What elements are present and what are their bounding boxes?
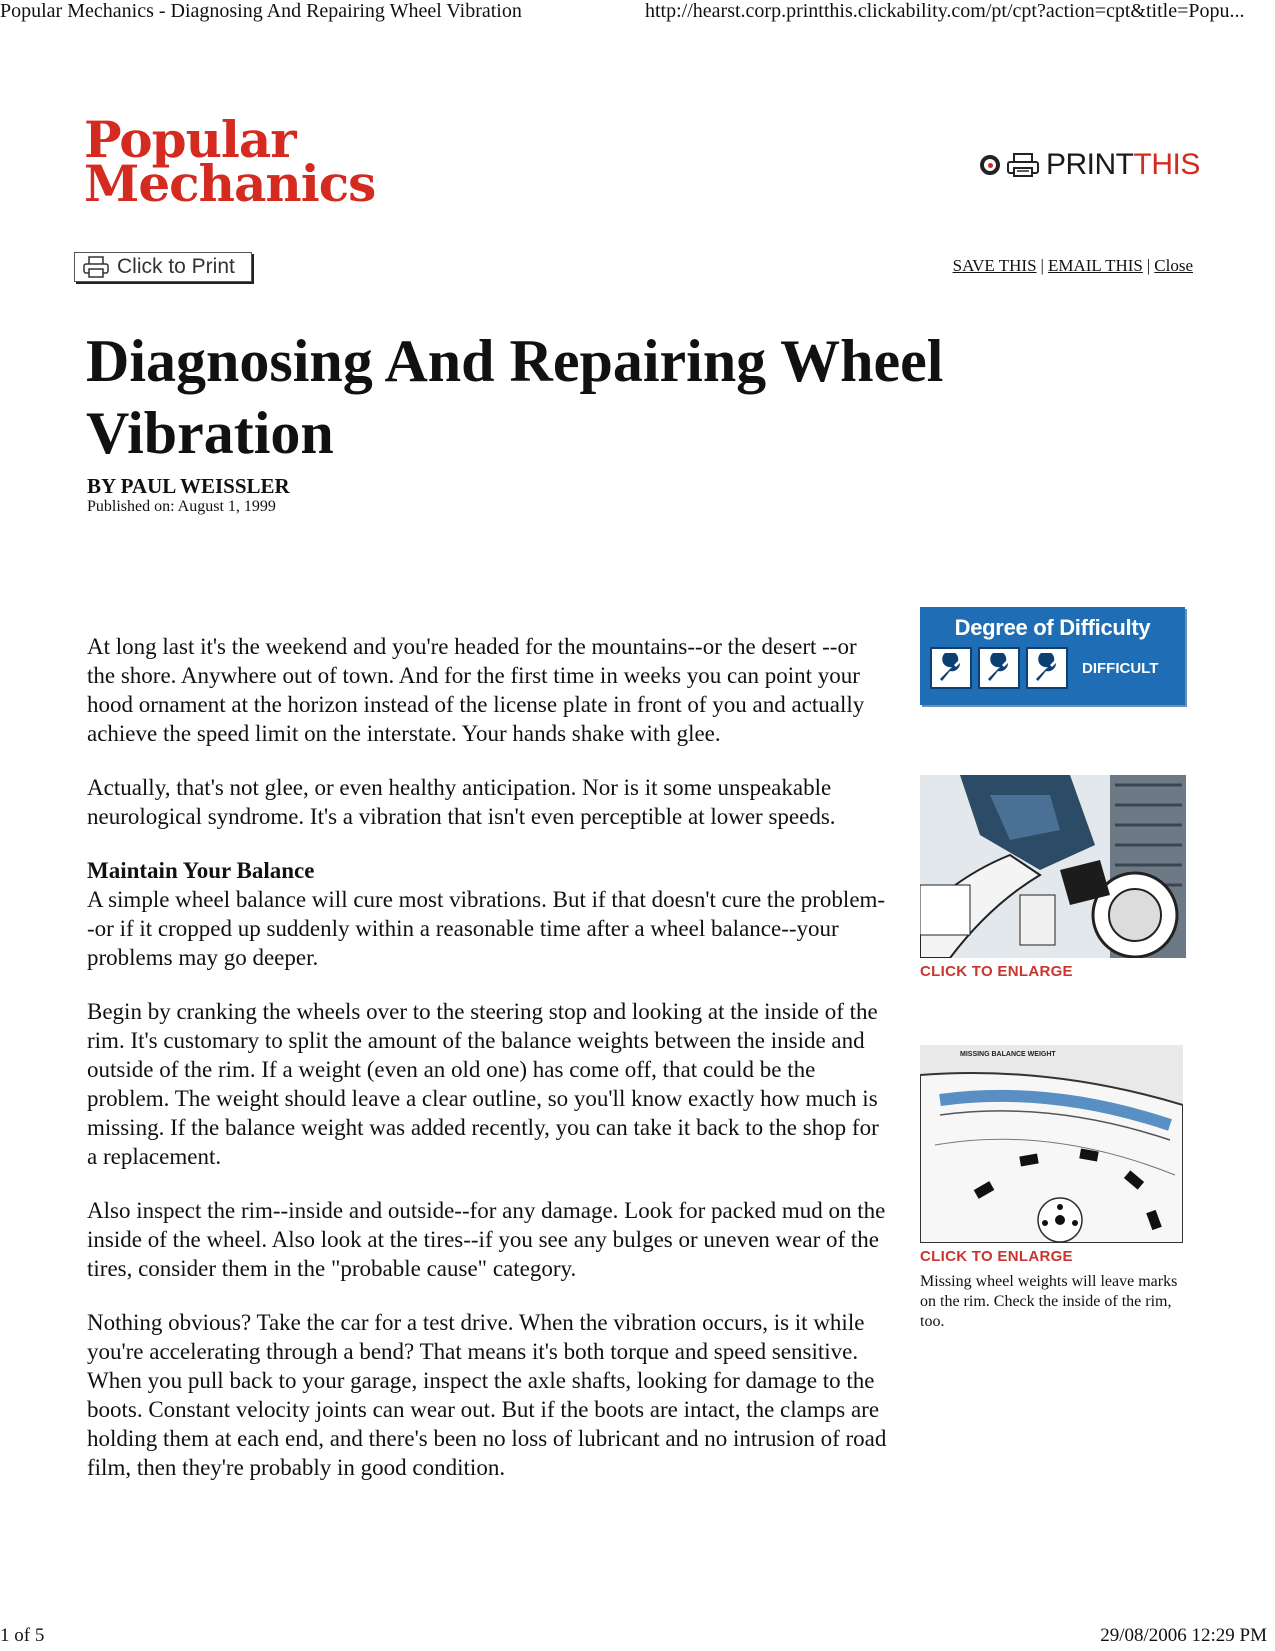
- click-to-enlarge-link[interactable]: CLICK TO ENLARGE: [920, 963, 1073, 980]
- wrench-icon: [978, 647, 1020, 689]
- logo-line-1: Popular: [84, 110, 296, 169]
- close-link[interactable]: Close: [1154, 256, 1193, 275]
- printer-icon: [83, 256, 109, 278]
- wheel-rim-illustration[interactable]: [920, 1045, 1183, 1243]
- article-body: [87, 632, 887, 1507]
- publish-date: Published on: August 1, 1999: [87, 498, 276, 515]
- difficulty-level: DIFFICULT: [1082, 659, 1159, 677]
- article-actions: [953, 256, 1193, 276]
- image-caption: Missing wheel weights will leave marks on the rim. Check the inside of the rim, too.: [920, 1273, 1178, 1330]
- article-byline: BY PAUL WEISSLER: [87, 474, 290, 498]
- difficulty-title: Degree of Difficulty: [954, 615, 1151, 640]
- email-this-link[interactable]: EMAIL THIS: [1047, 256, 1143, 275]
- separator: |: [1146, 256, 1151, 275]
- article-paragraph: At long last it's the weekend and you're headed for the mountains--or the desert --or the shore. Anywhere out of town. And for the first time in weeks you can point your hood ornament at the horizon instead of the license plate in front of you and actually achieve the speed limit on the interstate. Your hands shake with glee.: [87, 634, 865, 746]
- printthis-wordmark: [1046, 148, 1200, 182]
- click-to-print-label: Click to Print: [117, 255, 235, 278]
- article-paragraph: Actually, that's not glee, or even healthy anticipation. Nor is it some unspeakable neurological syndrome. It's a vibration that isn't even perceptible at lower speeds.: [87, 775, 836, 829]
- article-paragraph: Also inspect the rim--inside and outside--for any damage. Look for packed mud on the inside of the wheel. Also look at the tires--if you see any bulges or uneven wear of the tires, consider them in the "probable cause" category.: [87, 1198, 886, 1281]
- wrench-icon: [930, 647, 972, 689]
- difficulty-badge: [920, 607, 1185, 705]
- article-title: Diagnosing And Repairing Wheel Vibration: [86, 328, 944, 466]
- printthis-print: PRINT: [1046, 148, 1134, 181]
- click-to-print-button[interactable]: [74, 252, 252, 282]
- article-paragraph: Nothing obvious? Take the car for a test drive. When the vibration occurs, is it while you're accelerating through a bend? That means it's both torque and speed sensitive. When you pull back to your garage, inspect the axle shafts, looking for damage to the boots. Constant velocity joints can wear out. But if the boots are intact, the clamps are holding them at each end, and there's been no loss of lubricant and no intrusion of road film, then they're probably in good condition.: [87, 1310, 887, 1480]
- print-header-url: http://hearst.corp.printthis.clickability.com/pt/cpt?action=cpt&title=Popu...: [645, 0, 1245, 22]
- printthis-this: THIS: [1133, 148, 1200, 181]
- suspension-illustration[interactable]: [920, 775, 1186, 958]
- article-paragraph: A simple wheel balance will cure most vibrations. But if that doesn't cure the problem--or if it cropped up suddenly within a reasonable time after a wheel balance--your problems may go deeper.: [87, 887, 886, 970]
- article-paragraph: Begin by cranking the wheels over to the steering stop and looking at the inside of the rim. It's customary to split the amount of the balance weights between the inside and outside of the rim. If a weight (even an old one) has come off, that could be the problem. The weight should leave a clear outline, so you'll know exactly how much is missing. If the balance weight was added recently, you can take it back to the shop for a replacement.: [87, 999, 879, 1169]
- printthis-logo: [980, 148, 1200, 182]
- save-this-link[interactable]: SAVE THIS: [952, 256, 1037, 275]
- print-header-title: Popular Mechanics - Diagnosing And Repairing Wheel Vibration: [0, 0, 522, 22]
- logo-line-2: Mechanics: [84, 154, 376, 213]
- printthis-dot-icon: [980, 155, 1000, 175]
- wrench-icon: [1026, 647, 1068, 689]
- separator: |: [1040, 256, 1044, 275]
- popular-mechanics-logo: [84, 110, 404, 213]
- click-to-enlarge-link[interactable]: CLICK TO ENLARGE: [920, 1248, 1073, 1265]
- balance-weight-label: MISSING BALANCE WEIGHT: [960, 1051, 1056, 1058]
- printer-icon: [1006, 152, 1040, 178]
- print-datetime: 29/08/2006 12:29 PM: [1100, 1625, 1267, 1646]
- page-count: 1 of 5: [0, 1625, 45, 1646]
- section-heading: Maintain Your Balance: [87, 858, 315, 883]
